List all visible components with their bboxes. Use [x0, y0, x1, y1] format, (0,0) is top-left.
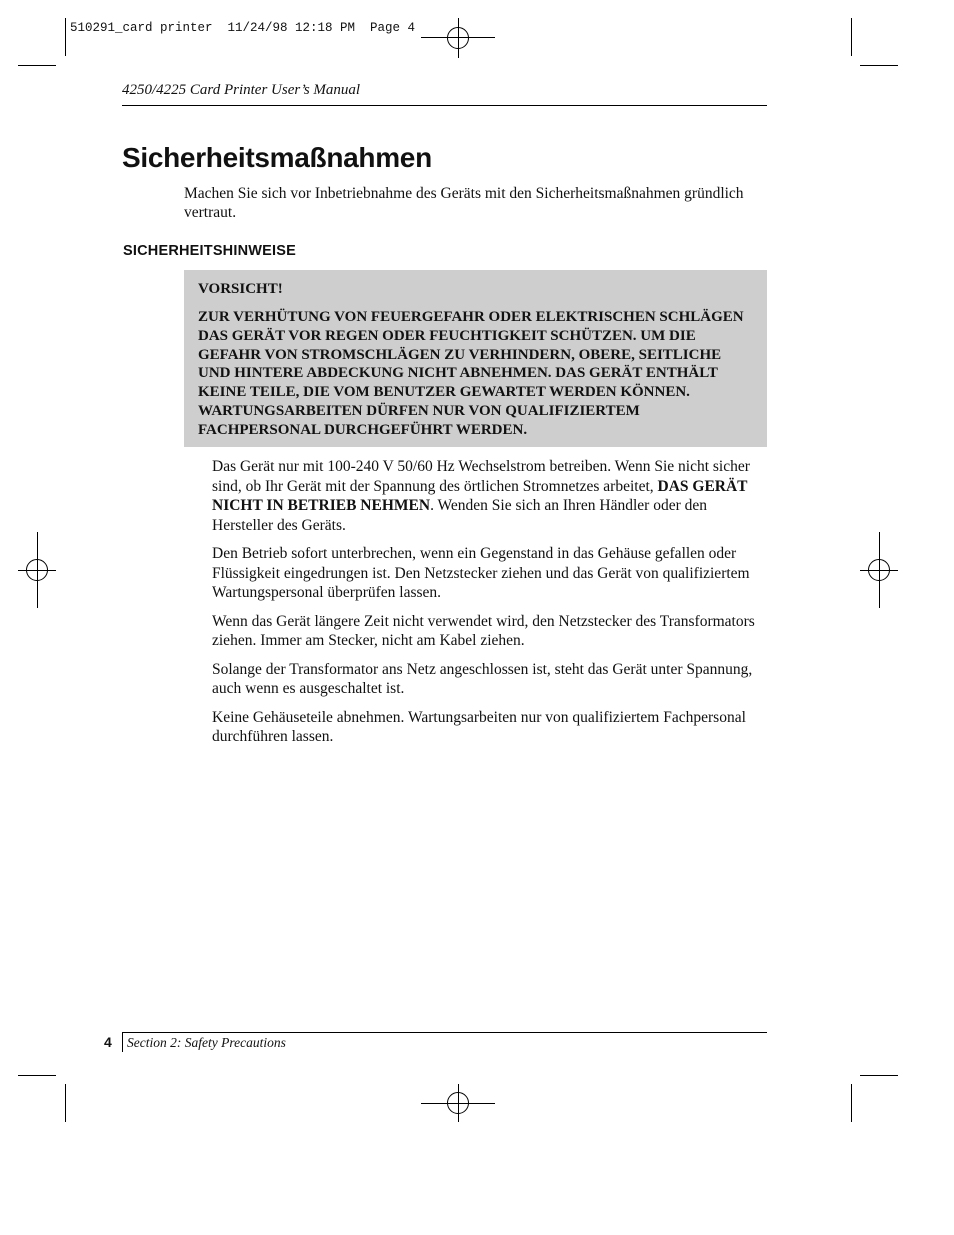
caution-text: ZUR VERHÜTUNG VON FEUERGEFAHR ODER ELEKTRISCHEN SCHLÄGEN DAS GERÄT VOR REGEN ODER FEUCHTIGKEIT SCHÜTZEN. UM DIE GEFAHR VON STROMSCHLÄGEN ZU VERHINDERN, OBERE, SEITLICHE UND HINTERE ABDECKUNG NICHT ABNEHMEN. DAS GERÄT ENTHÄLT KEINE TEILE, DIE VOM BENUTZER GEWARTET WERDEN KÖNNEN. WARTUNGSARBEITEN DÜRFEN NUR VON QUALIFIZIERTEM FACHPERSONAL DURCHGEFÜHRT WERDEN. [198, 309, 744, 438]
paragraph-voltage-part1: Das Gerät nur mit 100-240 V 50/60 Hz Wechselstrom betreiben. Wenn Sie nicht sicher sind, ob Ihr Gerät mit der Spannung des örtlichen Stromnetzes arbeitet, [212, 458, 750, 495]
intro-paragraph: Machen Sie sich vor Inbetriebnahme des Geräts mit den Sicherheitsmaßnahmen gründlich vertraut. [184, 185, 744, 221]
footer-rule [122, 1032, 767, 1033]
caution-title: VORSICHT! [198, 281, 283, 297]
crop-mark-bottom-right-v [851, 1084, 852, 1122]
page-title: Sicherheitsmaßnahmen [122, 142, 432, 173]
paragraph-voltage [212, 457, 767, 535]
page-number: 4 [104, 1034, 112, 1050]
crop-mark-top-left-v [65, 18, 66, 56]
crop-mark-bottom-right-h [860, 1075, 898, 1076]
crop-mark-bottom-left-h [18, 1075, 56, 1076]
caution-box [184, 270, 767, 447]
crop-mark-top-right-h [860, 65, 898, 66]
crop-mark-bottom-left-v [65, 1084, 66, 1122]
paragraph-voltage-part2: . Wenden Sie sich an Ihren Händler oder den Hersteller des Geräts. [212, 497, 708, 534]
paragraph-interrupt: Den Betrieb sofort unterbrechen, wenn ein Gegenstand in das Gehäuse gefallen oder Flüssigkeit eingedrungen ist. Den Netzstecker ziehen und das Gerät von qualifiziertem Wartungspersonal überprüfen lassen. [212, 545, 750, 601]
running-head: 4250/4225 Card Printer User’s Manual [122, 82, 361, 98]
paragraph-unplug: Wenn das Gerät längere Zeit nicht verwendet wird, den Netzstecker des Transformators ziehen. Immer am Stecker, nicht am Kabel ziehen. [212, 612, 755, 649]
section-heading: SICHERHEITSHINWEISE [123, 243, 296, 259]
paragraph-service: Keine Gehäuseteile abnehmen. Wartungsarbeiten nur von qualifiziertem Fachpersonal durchführen lassen. [212, 708, 746, 745]
footer-section-label: Section 2: Safety Precautions [127, 1035, 286, 1050]
paragraph-voltage-warning: DAS GERÄT NICHT IN BETRIEB NEHMEN [212, 477, 748, 514]
footer-divider [122, 1032, 123, 1052]
print-slug: 510291_card printer 11/24/98 12:18 PM Page 4 [70, 21, 416, 35]
paragraph-powered: Solange der Transformator ans Netz angeschlossen ist, steht das Gerät unter Spannung, auch wenn es ausgeschaltet ist. [212, 660, 753, 697]
crop-mark-top-right-v [851, 18, 852, 56]
safety-paragraphs [212, 457, 767, 756]
header-rule [122, 105, 767, 106]
crop-mark-top-left-h [18, 65, 56, 66]
